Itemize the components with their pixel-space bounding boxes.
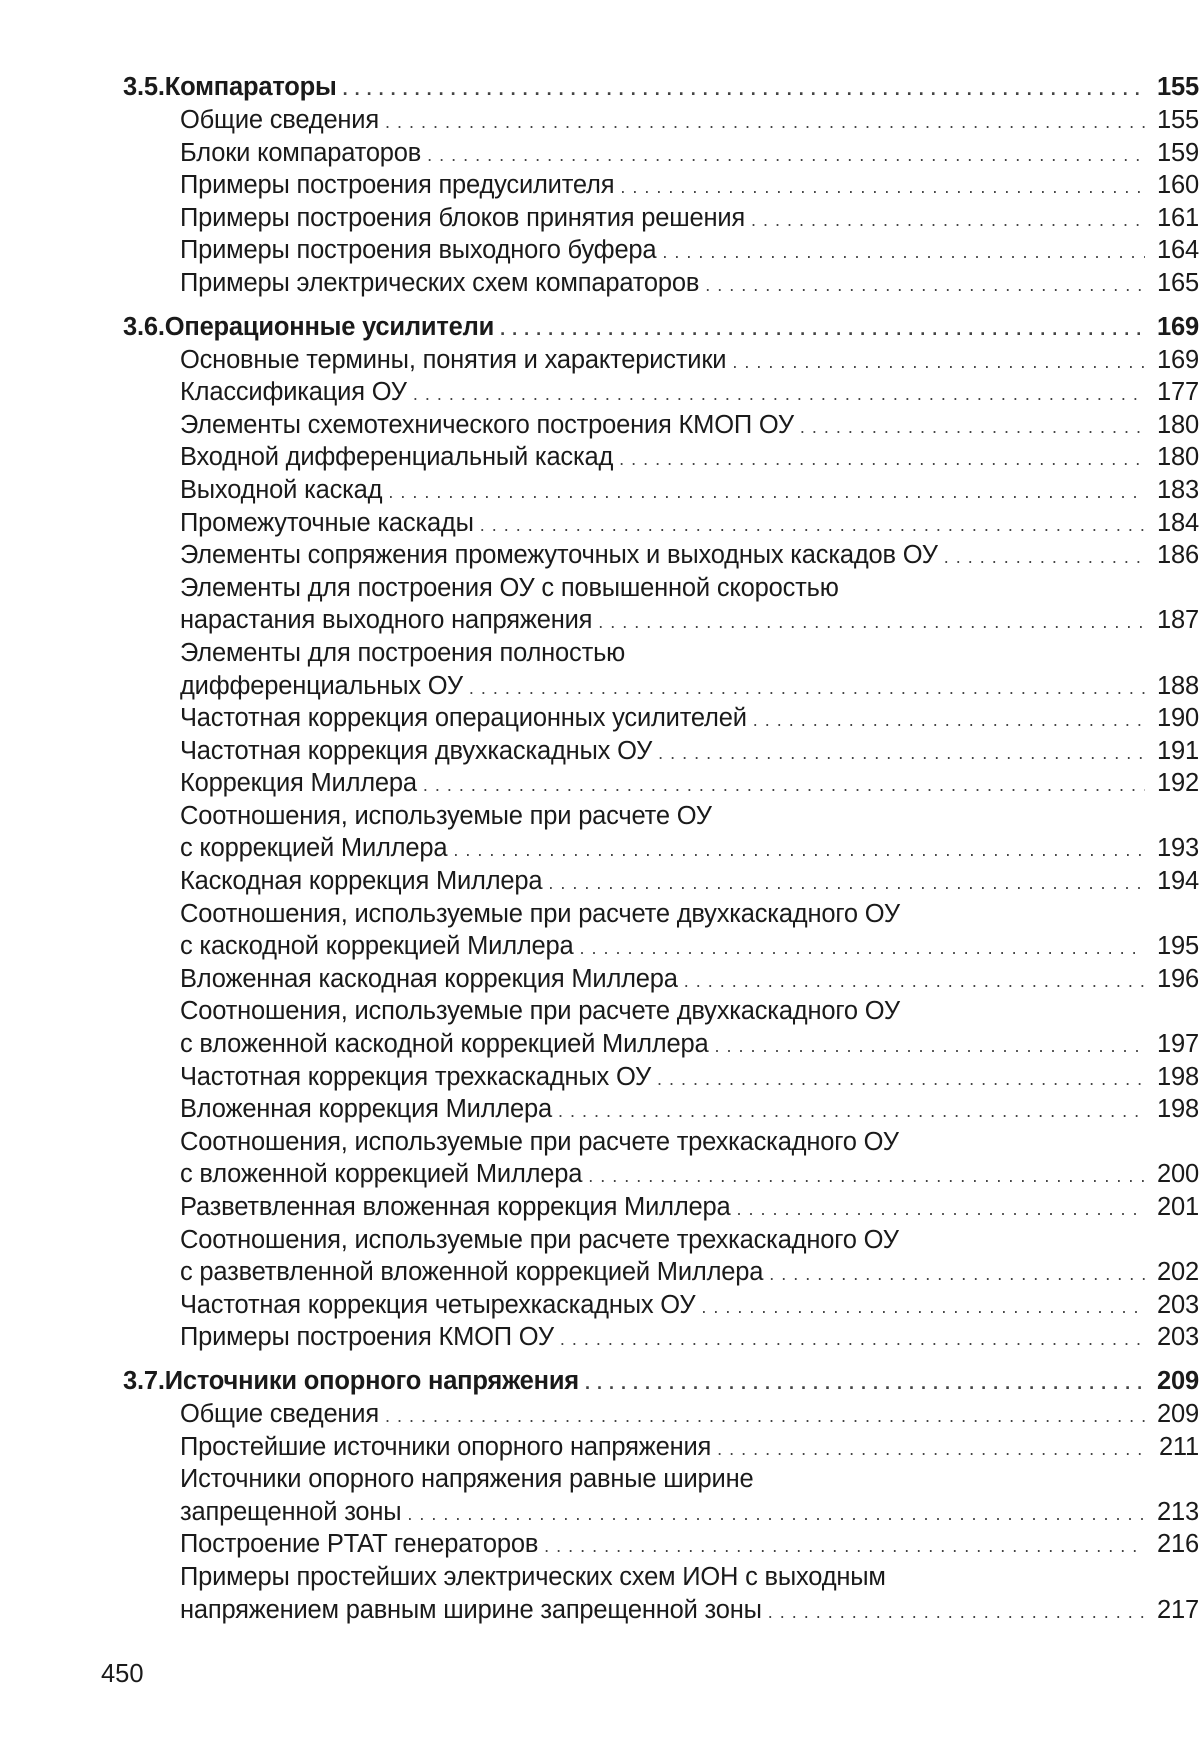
dot-leader bbox=[558, 1095, 1145, 1128]
entry-title: с коррекцией Миллера bbox=[180, 834, 448, 863]
dot-leader bbox=[769, 1258, 1145, 1291]
entry-page: 190 bbox=[1157, 704, 1199, 733]
toc-entry-line bbox=[0, 1158, 1199, 1191]
section-number: 3.7. bbox=[123, 1366, 165, 1395]
section-number: 3.6. bbox=[123, 312, 165, 341]
toc-entry-line bbox=[0, 670, 1199, 703]
dot-leader bbox=[500, 312, 1145, 346]
entry-page: 161 bbox=[1157, 203, 1199, 232]
toc-entry-line bbox=[0, 995, 1199, 1028]
dot-leader bbox=[736, 1193, 1145, 1226]
dot-leader bbox=[768, 1596, 1145, 1629]
entry-page: 164 bbox=[1157, 236, 1199, 265]
dot-leader bbox=[619, 443, 1145, 476]
dot-leader bbox=[751, 204, 1145, 237]
entry-title: Выходной каскад bbox=[180, 475, 383, 504]
entry-title: Примеры построения блоков принятия решения bbox=[180, 203, 745, 232]
section-page: 155 bbox=[1157, 73, 1199, 101]
toc-entry-line bbox=[0, 1289, 1199, 1322]
entry-page: 213 bbox=[1157, 1497, 1199, 1526]
entry-title: Соотношения, используемые при расчете двухкаскадного ОУ bbox=[180, 997, 900, 1026]
entry-title: напряжением равным ширине запрещенной зоны bbox=[180, 1595, 762, 1624]
dot-leader bbox=[732, 346, 1145, 379]
entry-title: запрещенной зоны bbox=[180, 1497, 402, 1526]
entry-title: с вложенной каскодной коррекцией Миллера bbox=[180, 1030, 709, 1059]
toc-entry-line bbox=[0, 1126, 1199, 1159]
entry-title: Примеры электрических схем компараторов bbox=[180, 268, 700, 297]
dot-leader bbox=[598, 606, 1145, 639]
section-page: 209 bbox=[1157, 1366, 1199, 1395]
entry-title: Частотная коррекция четырехкаскадных ОУ bbox=[180, 1290, 696, 1319]
toc-entry-line bbox=[0, 767, 1199, 800]
entry-title: Простейшие источники опорного напряжения bbox=[180, 1432, 712, 1461]
dot-leader bbox=[800, 411, 1145, 444]
entry-title: Частотная коррекция трехкаскадных ОУ bbox=[180, 1062, 652, 1091]
entry-title: Вложенная коррекция Миллера bbox=[180, 1095, 553, 1124]
entry-page: 203 bbox=[1157, 1323, 1199, 1352]
entry-title: Разветвленная вложенная коррекция Миллера bbox=[180, 1193, 731, 1221]
dot-leader bbox=[580, 932, 1146, 965]
entry-title: Соотношения, используемые при расчете ОУ bbox=[180, 801, 712, 830]
toc-entry-line bbox=[0, 1321, 1199, 1354]
entry-title: с разветвленной вложенной коррекцией Миллера bbox=[180, 1258, 764, 1287]
toc-entry-line bbox=[0, 1561, 1199, 1594]
dot-leader bbox=[407, 1498, 1145, 1531]
entry-page: 194 bbox=[1157, 867, 1199, 896]
entry-title: Блоки компараторов bbox=[180, 138, 422, 167]
entry-title: Соотношения, используемые при расчете трехкаскадного ОУ bbox=[180, 1225, 899, 1254]
dot-leader bbox=[560, 1323, 1145, 1356]
dot-leader bbox=[480, 509, 1145, 542]
entry-title: Частотная коррекция двухкаскадных ОУ bbox=[180, 736, 653, 765]
entry-page: 183 bbox=[1157, 475, 1199, 504]
entry-page: 155 bbox=[1157, 106, 1199, 134]
toc-entry-line bbox=[0, 1398, 1199, 1431]
entry-title: Соотношения, используемые при расчете двухкаскадного ОУ bbox=[180, 899, 900, 928]
dot-leader bbox=[620, 171, 1145, 204]
toc-section bbox=[0, 1364, 1200, 1626]
section-heading bbox=[0, 310, 1199, 344]
entry-title: Элементы для построения ОУ с повышенной скоростью bbox=[180, 573, 839, 602]
dot-leader bbox=[701, 1291, 1145, 1324]
section-number: 3.5. bbox=[123, 73, 165, 101]
toc-entry-line bbox=[0, 637, 1199, 670]
toc-entry-line bbox=[0, 1496, 1199, 1529]
entry-page: 197 bbox=[1157, 1030, 1199, 1059]
entry-page: 198 bbox=[1157, 1095, 1199, 1124]
toc-entry-line bbox=[0, 1224, 1199, 1257]
toc-entry-line bbox=[0, 604, 1199, 637]
entry-title: Частотная коррекция операционных усилителей bbox=[180, 704, 747, 733]
toc-entry-line bbox=[0, 800, 1199, 833]
entry-title: Классификация ОУ bbox=[180, 378, 407, 407]
toc-section bbox=[0, 70, 1200, 300]
entry-page: 159 bbox=[1157, 138, 1199, 167]
entry-page: 184 bbox=[1157, 508, 1199, 537]
toc-entry-line bbox=[0, 202, 1199, 235]
entry-page: 202 bbox=[1157, 1258, 1199, 1287]
entry-title: Примеры простейших электрических схем ИОН с выходным bbox=[180, 1562, 886, 1591]
toc-entry-line bbox=[0, 376, 1199, 409]
entry-page: 180 bbox=[1157, 410, 1199, 439]
toc-entry-line bbox=[0, 539, 1199, 572]
dot-leader bbox=[548, 867, 1145, 900]
entry-page: 188 bbox=[1157, 671, 1199, 700]
entry-title: Вложенная каскодная коррекция Миллера bbox=[180, 964, 678, 993]
toc-entry-line bbox=[0, 572, 1199, 605]
entry-title: Элементы сопряжения промежуточных и выходных каскадов ОУ bbox=[180, 541, 938, 570]
toc-entry-line bbox=[0, 1431, 1199, 1464]
toc-entry-line bbox=[0, 169, 1199, 202]
entry-page: 177 bbox=[1157, 378, 1199, 407]
toc-entry-line bbox=[0, 1061, 1199, 1094]
entry-title: Промежуточные каскады bbox=[180, 508, 474, 537]
dot-leader bbox=[714, 1030, 1145, 1063]
toc-entry-line bbox=[0, 104, 1199, 137]
section-title: Источники опорного напряжения bbox=[164, 1366, 579, 1395]
entry-title: Входной дифференциальный каскад bbox=[180, 443, 614, 472]
dot-leader bbox=[662, 236, 1145, 269]
entry-title: Каскодная коррекция Миллера bbox=[180, 867, 543, 896]
entry-page: 195 bbox=[1157, 932, 1199, 961]
section-title: Компараторы bbox=[164, 73, 337, 101]
toc-entry-line bbox=[0, 1528, 1199, 1561]
section-title: Операционные усилители bbox=[164, 312, 495, 341]
toc-entry-line bbox=[0, 137, 1199, 170]
dot-leader bbox=[343, 72, 1145, 106]
dot-leader bbox=[944, 541, 1145, 574]
entry-page: 180 bbox=[1157, 443, 1199, 472]
entry-title: дифференциальных ОУ bbox=[180, 671, 463, 700]
entry-page: 191 bbox=[1157, 736, 1199, 765]
toc-entry-line bbox=[0, 898, 1199, 931]
dot-leader bbox=[753, 704, 1145, 737]
dot-leader bbox=[413, 378, 1145, 411]
entry-title: нарастания выходного напряжения bbox=[180, 606, 593, 635]
entry-page: 186 bbox=[1157, 541, 1199, 570]
table-of-contents bbox=[0, 70, 1200, 1636]
entry-title: Источники опорного напряжения равные ширине bbox=[180, 1465, 754, 1494]
toc-entry-line bbox=[0, 963, 1199, 996]
toc-entry-line bbox=[0, 1256, 1199, 1289]
toc-section bbox=[0, 310, 1200, 1354]
dot-leader bbox=[544, 1530, 1145, 1563]
entry-title: с каскодной коррекцией Миллера bbox=[180, 932, 574, 961]
entry-page: 187 bbox=[1157, 606, 1199, 635]
entry-title: Общие сведения bbox=[180, 106, 379, 134]
entry-title: Элементы схемотехнического построения КМОП ОУ bbox=[180, 410, 794, 439]
entry-title: Примеры построения КМОП ОУ bbox=[180, 1323, 554, 1352]
entry-title: Элементы для построения полностью bbox=[180, 638, 626, 667]
toc-entry-line bbox=[0, 1463, 1199, 1496]
entry-page: 160 bbox=[1157, 171, 1199, 200]
entry-page: 196 bbox=[1157, 964, 1199, 993]
dot-leader bbox=[588, 1160, 1145, 1193]
entry-page: 200 bbox=[1157, 1160, 1199, 1189]
entry-page: 203 bbox=[1157, 1290, 1199, 1319]
dot-leader bbox=[585, 1366, 1145, 1400]
toc-entry-line bbox=[0, 344, 1199, 377]
entry-page: 201 bbox=[1157, 1193, 1199, 1221]
entry-page: 209 bbox=[1157, 1399, 1199, 1428]
toc-entry-line bbox=[0, 735, 1199, 768]
entry-title: Общие сведения bbox=[180, 1399, 379, 1428]
dot-leader bbox=[453, 834, 1145, 867]
toc-entry-line bbox=[0, 441, 1199, 474]
toc-entry-line bbox=[0, 930, 1199, 963]
toc-entry-line bbox=[0, 1191, 1199, 1224]
section-heading bbox=[0, 70, 1199, 104]
entry-page: 198 bbox=[1157, 1062, 1199, 1091]
entry-title: Соотношения, используемые при расчете трехкаскадного ОУ bbox=[180, 1127, 899, 1156]
entry-title: Коррекция Миллера bbox=[180, 769, 417, 798]
entry-page: 193 bbox=[1157, 834, 1199, 863]
section-page: 169 bbox=[1157, 312, 1199, 341]
entry-page: 217 bbox=[1157, 1595, 1199, 1624]
dot-leader bbox=[388, 476, 1145, 509]
toc-entry-line bbox=[0, 234, 1199, 267]
dot-leader bbox=[657, 1063, 1145, 1096]
entry-title: с вложенной коррекцией Миллера bbox=[180, 1160, 583, 1189]
dot-leader bbox=[469, 672, 1145, 705]
entry-title: Построение PTAT генераторов bbox=[180, 1530, 539, 1559]
entry-page: 169 bbox=[1157, 345, 1199, 374]
entry-title: Примеры построения выходного буфера bbox=[180, 236, 657, 265]
section-heading bbox=[0, 1364, 1199, 1398]
toc-entry-line bbox=[0, 474, 1199, 507]
toc-entry-line bbox=[0, 1594, 1199, 1627]
entry-page: 165 bbox=[1157, 268, 1199, 297]
toc-entry-line bbox=[0, 1093, 1199, 1126]
toc-entry-line bbox=[0, 1028, 1199, 1061]
toc-entry-line bbox=[0, 832, 1199, 865]
toc-entry-line bbox=[0, 409, 1199, 442]
toc-entry-line bbox=[0, 702, 1199, 735]
toc-entry-line bbox=[0, 267, 1199, 300]
dot-leader bbox=[705, 269, 1145, 302]
dot-leader bbox=[658, 737, 1145, 770]
dot-leader bbox=[717, 1433, 1145, 1466]
dot-leader bbox=[684, 965, 1145, 998]
entry-page: 216 bbox=[1157, 1530, 1199, 1559]
entry-page: 211 bbox=[1158, 1432, 1199, 1461]
dot-leader bbox=[423, 769, 1145, 802]
entry-title: Примеры построения предусилителя bbox=[180, 171, 615, 200]
dot-leader bbox=[427, 139, 1145, 172]
page-number: 450 bbox=[101, 1660, 144, 1688]
toc-entry-line bbox=[0, 865, 1199, 898]
entry-page: 192 bbox=[1157, 769, 1199, 798]
dot-leader bbox=[385, 1400, 1145, 1433]
dot-leader bbox=[385, 106, 1145, 139]
toc-entry-line bbox=[0, 507, 1199, 540]
entry-title: Основные термины, понятия и характеристики bbox=[180, 345, 727, 374]
